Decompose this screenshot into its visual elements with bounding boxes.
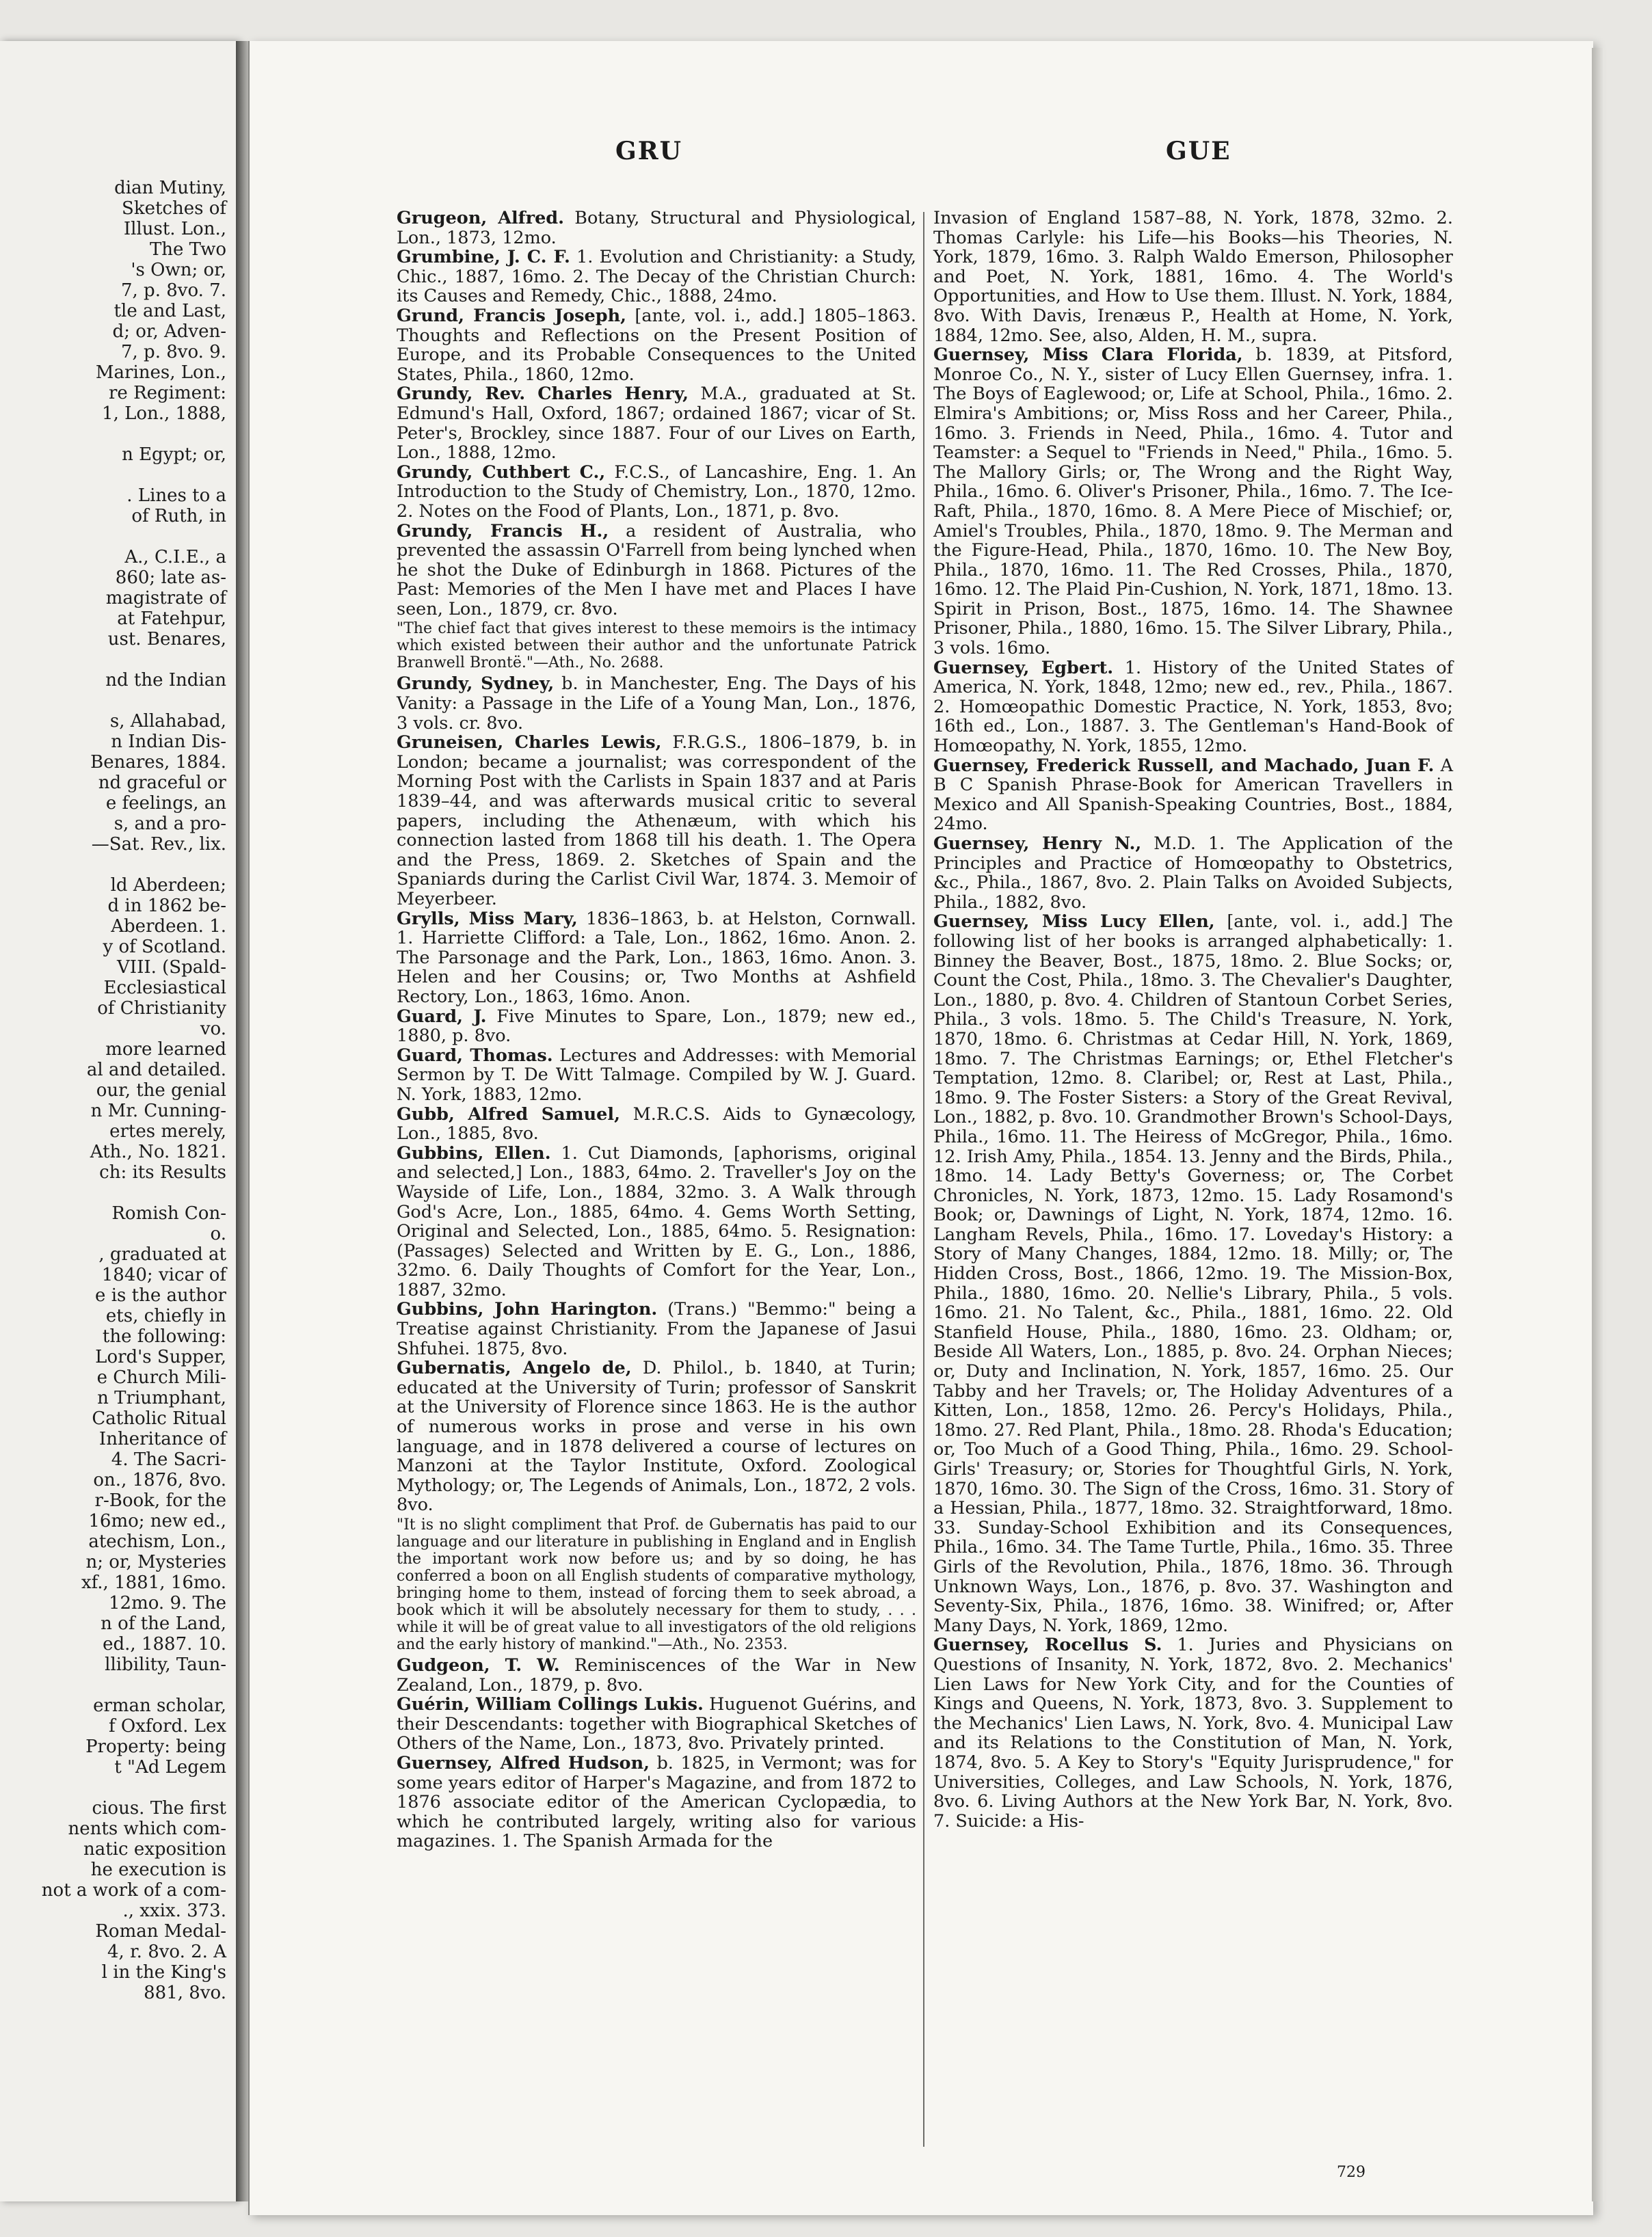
facing-page-line: s, and a pro- <box>114 814 226 834</box>
facing-page-line: nd graceful or <box>98 773 226 793</box>
entry-text: F.C.S., of Lancashire, Eng. 1. An Introduction to the Study of Chemistry, Lon., 1870, 12mo. 2. Notes on the Food of Plants, Lon., 1871, p. 8vo. <box>397 461 916 522</box>
facing-page-line: Lord's Supper, <box>95 1347 226 1367</box>
entry-heading: Grugeon, Alfred. <box>397 208 565 228</box>
facing-page-line: Ecclesiastical <box>103 978 226 998</box>
facing-page-line: r-Book, for the <box>94 1490 226 1511</box>
entry-text: 1. Evolution and Christianity: a Study, Chic., 1887, 16mo. 2. The Decay of the Christian Church: its Causes and Remedy, Chic., 1888, 24mo. <box>397 247 916 307</box>
facing-page-line <box>42 424 226 444</box>
facing-page-line: ust. Benares, <box>107 629 226 649</box>
facing-page-line: e is the author <box>95 1285 226 1306</box>
entry-text: 1. History of the United States of America, N. York, 1848, 12mo; new ed., rev., Phila., 1867. 2. Homœopathic Domestic Practice, N. York, 1853, 8vo; 16th ed., Lon., 1887. 3. The Gentleman's Hand-Book of Homœopathy, N. York, 1855, 12mo. <box>933 657 1454 757</box>
entry-heading: Grylls, Miss Mary, <box>397 908 578 929</box>
facing-page-line <box>42 465 226 485</box>
dictionary-entry <box>933 834 1453 912</box>
entry-text: Invasion of England 1587–88, N. York, 1878, 32mo. 2. Thomas Carlyle: his Life—his Books—his Theories, N. York, 1879, 16mo. 3. Ralph Waldo Emerson, Philosopher and Poet, N. York, 1881, 16mo. 4. The World's Opportunities, and How to Use them. Illust. N. York, 1884, 8vo. With Davis, Irenæus P., Health at Home, N. York, 1884, 12mo. See, also, Alden, H. M., supra. <box>933 208 1453 346</box>
dictionary-entry <box>397 1656 916 1695</box>
facing-page-line: of Christianity <box>97 998 226 1019</box>
dictionary-page <box>248 41 1593 2215</box>
facing-page-line <box>42 526 226 547</box>
facing-page-line: t "Ad Legem <box>114 1757 226 1778</box>
dictionary-entry <box>397 1046 916 1105</box>
facing-page-line <box>42 691 226 711</box>
facing-page-line: The Two <box>149 239 226 260</box>
entry-text: Reminiscences of the War in New Zealand, Lon., 1879, p. 8vo. <box>397 1655 916 1696</box>
book-gutter <box>236 41 248 2201</box>
dictionary-entry <box>933 658 1453 756</box>
entry-text: M.D. 1. The Application of the Principles and Practice of Homœopathy to Obstetrics, &c., Phila., 1867, 8vo. 2. Plain Talks on Avoided Subjects, Phila., 1882, 8vo. <box>933 833 1454 913</box>
facing-page-line: dian Mutiny, <box>114 178 226 198</box>
facing-page-line: he execution is <box>90 1860 226 1880</box>
dictionary-entry <box>933 209 1453 345</box>
dictionary-entry <box>397 522 916 619</box>
entry-heading: Gubb, Alfred Samuel, <box>397 1103 620 1125</box>
facing-page-line: xf., 1881, 16mo. <box>81 1572 226 1593</box>
facing-page-line: n Triumphant, <box>97 1388 226 1408</box>
facing-page-line <box>42 1675 226 1696</box>
entry-heading: Grundy, Francis H., <box>397 520 609 541</box>
facing-page-line: 12mo. 9. The <box>108 1593 226 1613</box>
entry-heading: Guernsey, Miss Lucy Ellen, <box>933 911 1215 933</box>
facing-page-line: Illust. Lon., <box>123 219 226 239</box>
entry-heading: Grumbine, J. C. F. <box>397 247 570 268</box>
facing-page-line: Aberdeen. 1. <box>111 916 226 937</box>
facing-page-line: n Egypt; or, <box>122 444 226 465</box>
facing-page-line: Benares, 1884. <box>90 752 226 773</box>
dictionary-entry <box>397 1358 916 1515</box>
facing-page-line: at Fatehpur, <box>117 608 226 629</box>
facing-page-line: y of Scotland. <box>103 937 226 957</box>
entry-heading: Guard, J. <box>397 1006 487 1027</box>
entry-quote: "The chief fact that gives interest to these memoirs is the intimacy which existed between their author and the unfortunate Patrick Branwell Brontë."—Ath., No. 2688. <box>397 620 916 672</box>
entry-heading: Guernsey, Alfred Hudson, <box>397 1752 650 1773</box>
facing-page-line: nd the Indian <box>105 670 226 691</box>
facing-page-line: al and detailed. <box>86 1060 226 1080</box>
facing-page-line <box>42 649 226 670</box>
dictionary-entry <box>397 247 916 306</box>
entry-text: [ante, vol. i., add.] 1805–1863. Thoughts and Reflections on the Present Position of Europe, and its Probable Consequences to the United States, Phila., 1860, 12mo. <box>397 305 916 385</box>
facing-page-line: 1840; vicar of <box>101 1265 226 1285</box>
facing-page-line: d; or, Adven- <box>112 321 226 342</box>
facing-page-line: not a work of a com- <box>41 1880 226 1901</box>
facing-page-line: nents which com- <box>68 1819 226 1839</box>
entry-quote: "It is no slight compliment that Prof. de Gubernatis has paid to our language and our literature in publishing in England and in English the important work now before us; and by so doing, he has conferred a boon on all English students of comparative mythology, bringing home to them, instead of forcing them to seek abroad, a book which it will be absolutely necessary for them to study, . . . while it will be of great value to all investigators of the old religions and the early history of mankind."—Ath., No. 2353. <box>397 1516 916 1653</box>
entry-text: b. 1839, at Pitsford, Monroe Co., N. Y., sister of Lucy Ellen Guernsey, infra. 1. The Boys of Eaglewood; or, Life at School, Phila., 16mo. 2. Elmira's Ambitions; or, Miss Ross and her Career, Phila., 16mo. 3. Friends in Need, Phila., 16mo. 4. Tutor and Teamster: a Sequel to "Friends in Need," Phila., 16mo. 5. The Mallory Girls; or, The Wrong and the Right Way, Phila., 16mo. 6. Oliver's Prisoner, Phila., 16mo. 7. The Ice-Raft, Phila., 1870, 16mo. 8. A Mere Piece of Mischief; or, Amiel's Troubles, Phila., 1870, 18mo. 9. The Merman and the Figure-Head, Phila., 1870, 16mo. 10. The New Boy, Phila., 1870, 16mo. 11. The Red Crosses, Phila., 1870, 16mo. 12. The Plaid Pin-Cushion, N. York, 1871, 18mo. 13. Spirit in Prison, Bost., 1875, 16mo. 14. The Shawnee Prisoner, Phila., 1880, 16mo. 15. The Silver Library, Phila., 3 vols. 16mo. <box>933 345 1453 659</box>
left-column <box>397 209 916 1851</box>
facing-page-line: —Sat. Rev., lix. <box>91 834 226 855</box>
entry-text: (Trans.) "Bemmo:" being a Treatise against Christianity. From the Japanese of Jasui Shfuhei. 1875, 8vo. <box>397 1299 916 1359</box>
entry-heading: Gubbins, Ellen. <box>397 1142 551 1164</box>
entry-text: F.R.G.S., 1806–1879, b. in London; became a journalist; was correspondent of the Morning Post with the Carlists in Spain 1837 and at Paris 1839–44, and was afterwards musical critic to several papers, including the Athenæum, with which his connection lasted from 1868 till his death. 1. The Opera and the Press, 1869. 2. Sketches of Spain and the Spaniards during the Carlist Civil War, 1874. 3. Memoir of Meyerbeer. <box>397 732 916 909</box>
facing-page-line: Romish Con- <box>111 1203 226 1224</box>
dictionary-entry <box>397 733 916 909</box>
entry-text: D. Philol., b. 1840, at Turin; educated at the University of Turin; professor of Sanskrit at the University of Florence since 1863. He is the author of numerous works in prose and verse in his own language, and in 1878 delivered a course of lectures on Manzoni at the Taylor Institute, Oxford. Zoological Mythology; or, The Legends of Animals, Lon., 1872, 2 vols. 8vo. <box>397 1358 916 1516</box>
facing-page-line: n of the Land, <box>101 1613 226 1634</box>
entry-text: a resident of Australia, who prevented the assassin O'Farrell from being lynched when he shot the Duke of Edinburgh in 1868. Pictures of the Past: Memories of the Men I have met and Places I have seen, Lon., 1879, cr. 8vo. <box>397 520 917 619</box>
dictionary-entry <box>933 345 1453 658</box>
entry-heading: Gruneisen, Charles Lewis, <box>397 732 662 753</box>
entry-heading: Guernsey, Miss Clara Florida, <box>933 345 1243 366</box>
entry-text: Huguenot Guérins, and their Descendants: together with Biographical Sketches of Others of the Name, Lon., 1873, 8vo. Privately printed. <box>397 1694 916 1754</box>
facing-page-fragment <box>0 41 238 2201</box>
facing-page-line: n Mr. Cunning- <box>90 1101 226 1121</box>
facing-page-line: Sketches of <box>122 198 226 219</box>
facing-page-line: e Church Mili- <box>96 1367 226 1388</box>
facing-page-line: 7, p. 8vo. 9. <box>120 342 226 362</box>
running-head-left: GRU <box>615 137 683 165</box>
facing-page-line: Property: being <box>85 1737 226 1757</box>
dictionary-entry <box>397 1105 916 1144</box>
facing-page-line: 4, r. 8vo. 2. A <box>107 1942 226 1962</box>
entry-text: b. in Manchester, Eng. The Days of his Vanity: a Passage in the Life of a Young Man, Lon., 1876, 3 vols. cr. 8vo. <box>397 673 916 734</box>
facing-page-line: cious. The first <box>92 1798 226 1819</box>
facing-page-line: ertes merely, <box>109 1121 226 1142</box>
entry-heading: Gubernatis, Angelo de, <box>397 1358 632 1379</box>
facing-page-line: ld Aberdeen; <box>110 875 226 896</box>
entry-text: M.R.C.S. Aids to Gynæcology, Lon., 1885, 8vo. <box>397 1103 916 1144</box>
right-column <box>933 209 1453 1831</box>
facing-page-line: 16mo; new ed., <box>88 1511 226 1531</box>
entry-heading: Grundy, Sydney, <box>397 673 555 695</box>
dictionary-entry <box>397 1695 916 1754</box>
facing-page-line: n; or, Mysteries <box>85 1552 226 1572</box>
running-head-right: GUE <box>1166 137 1231 165</box>
entry-text: 1836–1863, b. at Helston, Cornwall. 1. Harriette Clifford: a Tale, Lon., 1862, 16mo. Anon. 2. The Parsonage and the Park, Lon., 1863, 16mo. Anon. 3. Helen and her Cousins; or, Two Months at Ashfield Rectory, Lon., 1863, 16mo. Anon. <box>397 908 916 1007</box>
entry-text: 1. Juries and Physicians on Questions of Insanity, N. York, 1872, 8vo. 2. Mechanics' Lien Laws for New York City, and for the Counties of Kings and Queens, N. York, 1873, 8vo. 3. Supplement to the Mechanics' Lien Laws, N. York, 8vo. 4. Municipal Law and its Relations to the Constitution of Man, N. York, 1874, 8vo. 5. A Key to Story's "Equity Jurisprudence," for Universities, Colleges, and Law Schools, N. York, 1876, 8vo. 6. Living Authors at the New York Bar, N. York, 8vo. 7. Suicide: a His- <box>933 1635 1453 1832</box>
dictionary-entry <box>933 912 1453 1635</box>
facing-page-line: , graduated at <box>98 1244 226 1265</box>
facing-page-line: n Indian Dis- <box>111 732 226 752</box>
entry-text: A B C Spanish Phrase-Book for American Travellers in Mexico and All Spanish-Speaking Countries, Bost., 1884, 24mo. <box>933 755 1453 835</box>
entry-heading: Guard, Thomas. <box>397 1045 553 1066</box>
dictionary-entry <box>933 756 1453 834</box>
facing-page-line: Marines, Lon., <box>95 362 226 383</box>
entry-text: M.A., graduated at St. Edmund's Hall, Oxford, 1867; ordained 1867; vicar of St. Peter's, Brockley, since 1887. Four of our Lives on Earth, Lon., 1888, 12mo. <box>397 384 916 464</box>
facing-page-line: Ath., No. 1821. <box>90 1142 226 1162</box>
facing-page-line: atechism, Lon., <box>88 1531 226 1552</box>
facing-page-line: 7, p. 8vo. 7. <box>120 280 226 301</box>
page-edge <box>1592 48 1604 2201</box>
dictionary-entry <box>397 209 916 247</box>
facing-page-line <box>42 1778 226 1798</box>
dictionary-entry <box>397 306 916 384</box>
facing-page-line: on., 1876, 8vo. <box>93 1470 226 1490</box>
facing-page-line <box>42 855 226 875</box>
facing-page-line: ch: its Results <box>99 1162 226 1183</box>
facing-page-line: 860; late as- <box>115 567 226 588</box>
facing-page-line: Roman Medal- <box>95 1921 226 1942</box>
dictionary-entry <box>397 463 916 522</box>
facing-page-line: 4. The Sacri- <box>111 1449 226 1470</box>
facing-page-text <box>42 178 226 2003</box>
entry-heading: Guérin, William Collings Lukis. <box>397 1694 704 1715</box>
facing-page-line: f Oxford. Lex <box>108 1716 226 1737</box>
entry-heading: Grundy, Rev. Charles Henry, <box>397 384 689 405</box>
facing-page-line: s, Allahabad, <box>109 711 226 732</box>
facing-page-line: re Regiment: <box>109 383 226 403</box>
facing-page-line: natic exposition <box>83 1839 226 1860</box>
facing-page-line: o. <box>210 1224 226 1244</box>
facing-page-line: ., xxix. 373. <box>122 1901 226 1921</box>
entry-heading: Grundy, Cuthbert C., <box>397 461 606 483</box>
facing-page-line: e feelings, an <box>105 793 226 814</box>
facing-page-line: magistrate of <box>105 588 226 608</box>
facing-page-line: . Lines to a <box>126 485 226 506</box>
facing-page-line: l in the King's <box>101 1962 226 1983</box>
facing-page-line: 's Own; or, <box>131 260 226 280</box>
entry-text: Lectures and Addresses: with Memorial Sermon by T. De Witt Talmage. Compiled by W. J. Guard. N. York, 1883, 12mo. <box>397 1045 917 1105</box>
entry-text: [ante, vol. i., add.] The following list of her books is arranged alphabetically: 1. Binney the Beaver, Bost., 1875, 18mo. 2. Blue Socks; or, Count the Cost, Phila., 18mo. 3. The Chevalier's Daughter, Lon., 1880, p. 8vo. 4. Children of Stantoun Corbet Series, Phila., 3 vols. 18mo. 5. The Child's Treasure, N. York, 1870, 18mo. 6. Christmas at Cedar Hill, N. York, 1869, 18mo. 7. The Christmas Earnings; or, Ethel Fletcher's Temptation, 12mo. 8. Claribel; or, Rest at Last, Phila., 18mo. 9. The Foster Sisters: a Story of the Great Revival, Lon., 1882, p. 8vo. 10. Grandmother Brown's School-Days, Phila., 16mo. 11. The Heiress of McGregor, Phila., 16mo. 12. Irish Amy, Phila., 1854. 13. Jenny and the Birds, Phila., 18mo. 14. Lady Betty's Governess; or, The Corbet Chronicles, N. York, 1873, 12mo. 15. Lady Rosamond's Book; or, Dawnings of Light, N. York, 1874, 12mo. 16. Langham Revels, Phila., 16mo. 17. Loveday's History: a Story of Many Changes, 1884, 12mo. 18. Milly; or, The Hidden Cross, Bost., 1866, 12mo. 19. The Mission-Box, Phila., 1880, 16mo. 20. Nellie's Library, Phila., 5 vols. 16mo. 21. No Talent, &c., Phila., 1881, 16mo. 22. Old Stanfield House, Phila., 1880, 16mo. 23. Oldham; or, Beside All Waters, Lon., 1885, p. 8vo. 24. Orphan Nieces; or, Duty and Inclination, N. York, 1857, 16mo. 25. Our Tabby and her Travels; or, The Holiday Adventures of a Kitten, Lon., 1858, 12mo. 26. Percy's Holidays, Phila., 18mo. 27. Red Plant, Phila., 18mo. 28. Rhoda's Education; or, Too Much of a Good Thing, Phila., 16mo. 29. School-Girls' Treasury; or, Stories for Thoughtful Girls, N. York, 1870, 16mo. 30. The Sign of the Cross, 16mo. 31. Story of a Hessian, Phila., 1877, 18mo. 32. Straightforward, 18mo. 33. Sunday-School Exhibition and its Consequences, Phila., 16mo. 34. The Tame Turtle, Phila., 16mo. 35. Three Girls of the Revolution, Phila., 1876, 18mo. 36. Through Unknown Ways, Lon., 1876, p. 8vo. 37. Washington and Seventy-Six, Phila., 1876, 16mo. 38. Winifred; or, After Many Days, N. York, 1869, 12mo. <box>933 911 1453 1636</box>
facing-page-line: A., C.I.E., a <box>124 547 226 567</box>
dictionary-entry <box>397 909 916 1007</box>
entry-heading: Guernsey, Henry N., <box>933 833 1142 854</box>
dictionary-entry <box>397 384 916 462</box>
entry-heading: Gubbins, John Harington. <box>397 1299 658 1320</box>
facing-page-line: the following: <box>102 1326 226 1347</box>
dictionary-entry <box>397 674 916 733</box>
facing-page-line: Catholic Ritual <box>92 1408 226 1429</box>
facing-page-line: ed., 1887. 10. <box>103 1634 226 1655</box>
entry-heading: Guernsey, Egbert. <box>933 657 1114 678</box>
facing-page-line: 881, 8vo. <box>144 1983 226 2003</box>
dictionary-entry <box>933 1635 1453 1831</box>
facing-page-line: tle and Last, <box>114 301 226 321</box>
facing-page-line: VIII. (Spald- <box>117 957 226 978</box>
facing-page-line <box>42 1183 226 1203</box>
entry-heading: Guernsey, Frederick Russell, and Machado, Juan F. <box>933 755 1435 776</box>
facing-page-line: erman scholar, <box>93 1696 226 1716</box>
entry-text: 1. Cut Diamonds, [aphorisms, original and selected,] Lon., 1883, 64mo. 2. Traveller's Joy on the Wayside of Life, Lon., 1884, 32mo. 3. A Walk through God's Acre, Lon., 1885, 64mo. 4. Gems Worth Setting, Original and Selected, Lon., 1885, 64mo. 5. Resignation: (Passages) Selected and Written by E. G., Lon., 1886, 32mo. 6. Daily Thoughts of Comfort for the Year, Lon., 1887, 32mo. <box>397 1142 916 1300</box>
facing-page-line: more learned <box>105 1039 226 1060</box>
facing-page-line: llibility, Taun- <box>105 1655 226 1675</box>
dictionary-entry <box>397 1144 916 1300</box>
entry-heading: Guernsey, Rocellus S. <box>933 1635 1162 1656</box>
facing-page-line: vo. <box>200 1019 226 1039</box>
facing-page-line: 1, Lon., 1888, <box>102 403 226 424</box>
entry-heading: Gudgeon, T. W. <box>397 1655 560 1676</box>
dictionary-entry <box>397 1007 916 1046</box>
facing-page-line: ets, chiefly in <box>105 1306 226 1326</box>
page-number: 729 <box>1337 2164 1365 2181</box>
facing-page-line: Inheritance of <box>98 1429 226 1449</box>
entry-text: Botany, Structural and Physiological, Lon., 1873, 12mo. <box>397 208 916 248</box>
dictionary-entry <box>397 1300 916 1358</box>
entry-text: b. 1825, in Vermont; was for some years editor of Harper's Magazine, and from 1872 to 1876 associate editor of the American Cyclopædia, to which he contributed largely, writing also for various magazines. 1. The Spanish Armada for the <box>397 1752 916 1852</box>
dictionary-entry <box>397 1754 916 1851</box>
entry-heading: Grund, Francis Joseph, <box>397 305 626 326</box>
facing-page-line: d in 1862 be- <box>107 896 226 916</box>
facing-page-line: of Ruth, in <box>131 506 226 526</box>
column-rule <box>923 212 924 2147</box>
entry-text: Five Minutes to Spare, Lon., 1879; new ed., 1880, p. 8vo. <box>397 1006 916 1047</box>
facing-page-line: our, the genial <box>96 1080 226 1101</box>
